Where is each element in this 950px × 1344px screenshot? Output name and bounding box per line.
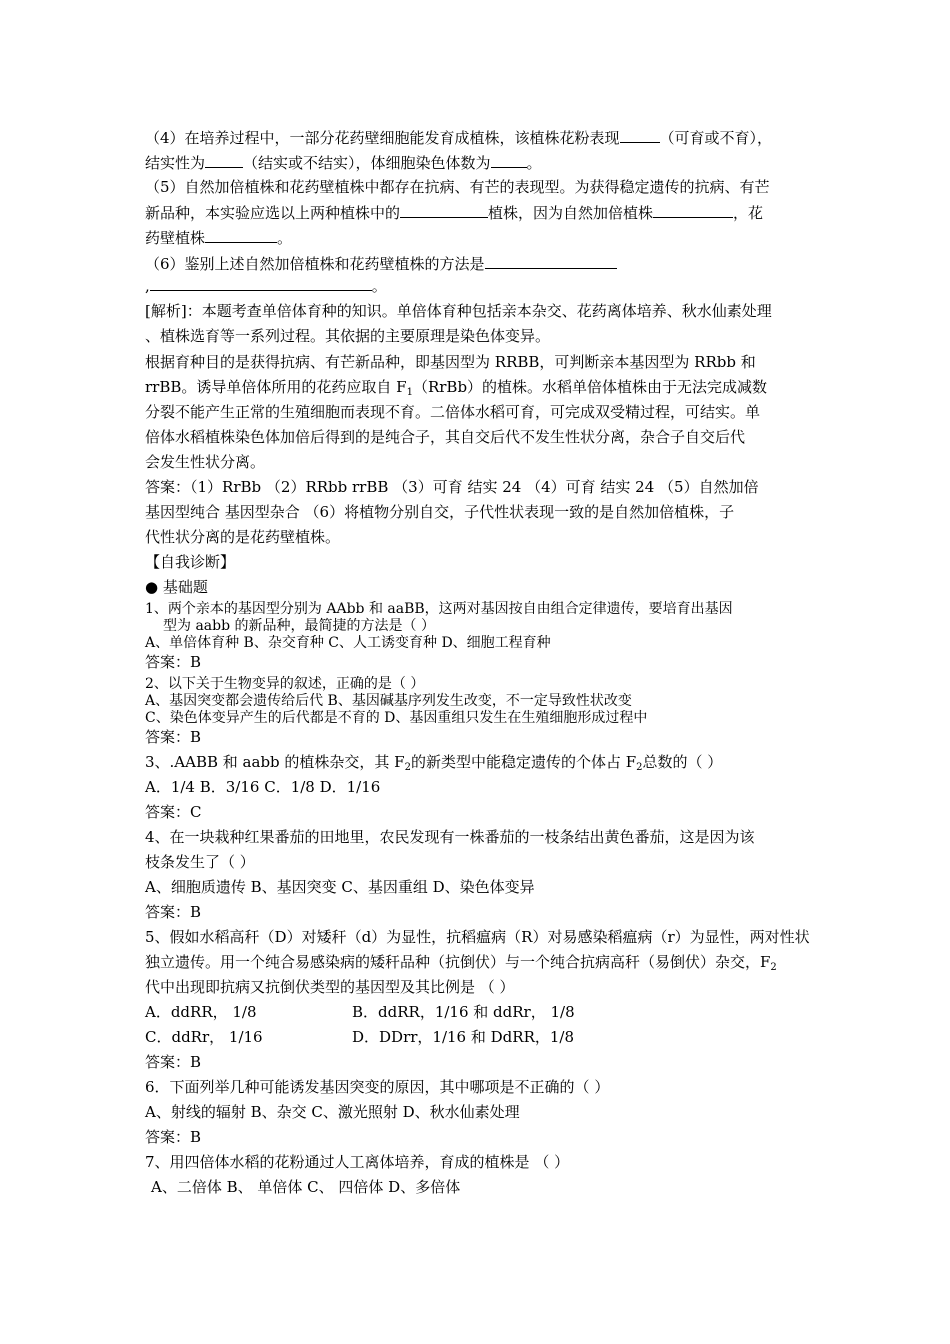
q4-blank-fruiting [205,151,243,168]
answer-line-2: 基因型纯合 基因型杂合 （6）将植物分别自交，子代性状表现一致的是自然加倍植株，子 [145,503,735,521]
question-5-option-c: C．ddRr， 1/16 [145,1028,263,1046]
question-5-answer: 答案：B [145,1053,202,1071]
q5-text: ，花 [733,204,764,222]
question-4-options: A、细胞质遗传 B、基因突变 C、基因重组 D、染色体变异 [145,878,535,896]
analysis-line-5: 分裂不能产生正常的生殖细胞而表现不育。二倍体水稻可育，可完成双受精过程，可结实。单 [145,403,761,421]
question-6-answer: 答案：B [145,1128,202,1146]
analysis-text: （RrBb）的植株。水稻单倍体植株由于无法完成减数 [412,378,768,396]
subscript: 2 [404,762,411,773]
subscript: 2 [770,962,777,973]
analysis-line-6: 倍体水稻植株染色体加倍后得到的是纯合子，其自交后代不发生性状分离，杂合子自交后代 [145,428,746,446]
q4-text: （4）在培养过程中，一部分花药壁细胞能发育成植株，该植株花粉表现 [145,129,620,147]
q4-blank-chromosome [491,151,527,168]
subscript: 2 [636,762,643,773]
question-2-options-1: A、基因突变都会遗传给后代 B、基因碱基序列发生改变，不一定导致性状改变 [145,693,632,709]
question-5-line-2 [145,951,777,979]
q6-line-2 [145,274,387,297]
question-1-answer: 答案：B [145,653,202,671]
question-1-line-1: 1、两个亲本的基因型分别为 AAbb 和 aaBB，这两对基因按自由组合定律遗传，要培育出基因 [145,601,733,617]
question-5-option-b: B．ddRR，1/16 和 ddRr， 1/8 [352,1003,575,1021]
q4-hint: （可育或不育）， [659,129,773,147]
q4-period: 。 [526,154,542,172]
question-5-option-a: A．ddRR， 1/8 [145,1003,257,1021]
question-5-line-3: 代中出现即抗病又抗倒伏类型的基因型及其比例是 （ ） [145,978,515,996]
section-title: 【自我诊断】 [145,553,236,571]
q6-text: （6）鉴别上述自然加倍植株和花药壁植株的方法是 [145,255,485,273]
analysis-text: rrBB。诱导单倍体所用的花药应取自 F [145,378,407,396]
question-4-line-1: 4、在一块栽种红果番茄的田地里，农民发现有一株番茄的一枝条结出黄色番茄，这是因为该 [145,828,755,846]
q5-text: 独立遗传。用一个纯合易感染病的矮秆品种（抗倒伏）与一个纯合抗病高秆（易倒伏）杂交，F [145,953,771,971]
question-5-line-1: 5、假如水稻高秆（D）对矮秆（d）为显性，抗稻瘟病（R）对易感染稻瘟病（r）为显性，两对性状 [145,928,810,946]
q5-text: 药壁植株 [145,229,206,247]
analysis-line-1: [解析]：本题考查单倍体育种的知识。单倍体育种包括亲本杂交、花药离体培养、秋水仙素处理 [145,302,772,320]
q4-text: （结实或不结实），体细胞染色体数为 [243,154,491,172]
analysis-line-3: 根据育种目的是获得抗病、有芒新品种，即基因型为 RRBB，可判断亲本基因型为 RRbb 和 [145,353,756,371]
question-3-options: A．1/4 B．3/16 C．1/8 D．1/16 [145,778,381,796]
question-2-answer: 答案：B [145,728,202,746]
subscript: 1 [406,387,413,398]
question-2-options-2: C、染色体变异产生的后代都是不育的 D、基因重组只发生在生殖细胞形成过程中 [145,710,648,726]
q3-text: 3、.AABB 和 aabb 的植株杂交，其 F [145,753,405,771]
question-7-options: A、二倍体 B、 单倍体 C、 四倍体 D、多倍体 [151,1178,461,1196]
q5-blank-reason1 [653,201,733,218]
q5-blank-choice [400,201,488,218]
q3-text: 总数的（ ） [642,753,723,771]
question-7-line-1: 7、用四倍体水稻的花粉通过人工离体培养，育成的植株是 （ ） [145,1153,570,1171]
question-2-line-1: 2、以下关于生物变异的叙述，正确的是（ ） [145,676,425,692]
analysis-line-2: 、植株选育等一系列过程。其依据的主要原理是染色体变异。 [145,327,551,345]
q6-comma: , [145,277,150,295]
q6-blank-method-1 [485,252,617,269]
q4-line-2 [145,151,542,174]
q4-text: 结实性为 [145,154,206,172]
q5-blank-reason2 [205,226,277,243]
q5-line-1: （5）自然加倍植株和花药壁植株中都存在抗病、有芒的表现型。为获得稳定遗传的抗病、有芒 [145,178,770,196]
q6-line-1 [145,252,617,275]
q6-period: 。 [371,277,387,295]
question-5-option-d: D．DDrr，1/16 和 DdRR，1/8 [352,1028,574,1046]
analysis-line-4 [145,376,767,404]
question-1-options: A、单倍体育种 B、杂交育种 C、人工诱变育种 D、细胞工程育种 [145,635,551,651]
question-3-line-1 [145,751,722,779]
question-4-answer: 答案：B [145,903,202,921]
section-subtitle: ● 基础题 [145,578,208,596]
question-1-line-2: 型为 aabb 的新品种，最简捷的方法是（ ） [163,618,435,634]
q5-line-2 [145,201,763,224]
question-4-line-2: 枝条发生了（ ） [145,853,255,871]
answer-line-3: 代性状分离的是花药壁植株。 [145,528,341,546]
q4-line-1 [145,126,772,149]
q5-text: 植株，因为自然加倍植株 [488,204,654,222]
q4-blank-fertility [620,126,660,143]
q3-text: 的新类型中能稳定遗传的个体占 F [410,753,637,771]
q5-line-3 [145,226,292,249]
q5-period: 。 [277,229,293,247]
question-3-answer: 答案：C [145,803,202,821]
q5-text: 新品种，本实验应选以上两种植株中的 [145,204,401,222]
question-6-options: A、射线的辐射 B、杂交 C、激光照射 D、秋水仙素处理 [145,1103,520,1121]
analysis-line-7: 会发生性状分离。 [145,453,266,471]
q6-blank-method-2 [150,274,372,291]
answer-line-1: 答案：（1）RrBb （2）RRbb rrBB （3）可育 结实 24 （4）可育 结实 24 （5）自然加倍 [145,478,759,496]
question-6-line-1: 6．下面列举几种可能诱发基因突变的原因，其中哪项是不正确的（ ） [145,1078,610,1096]
